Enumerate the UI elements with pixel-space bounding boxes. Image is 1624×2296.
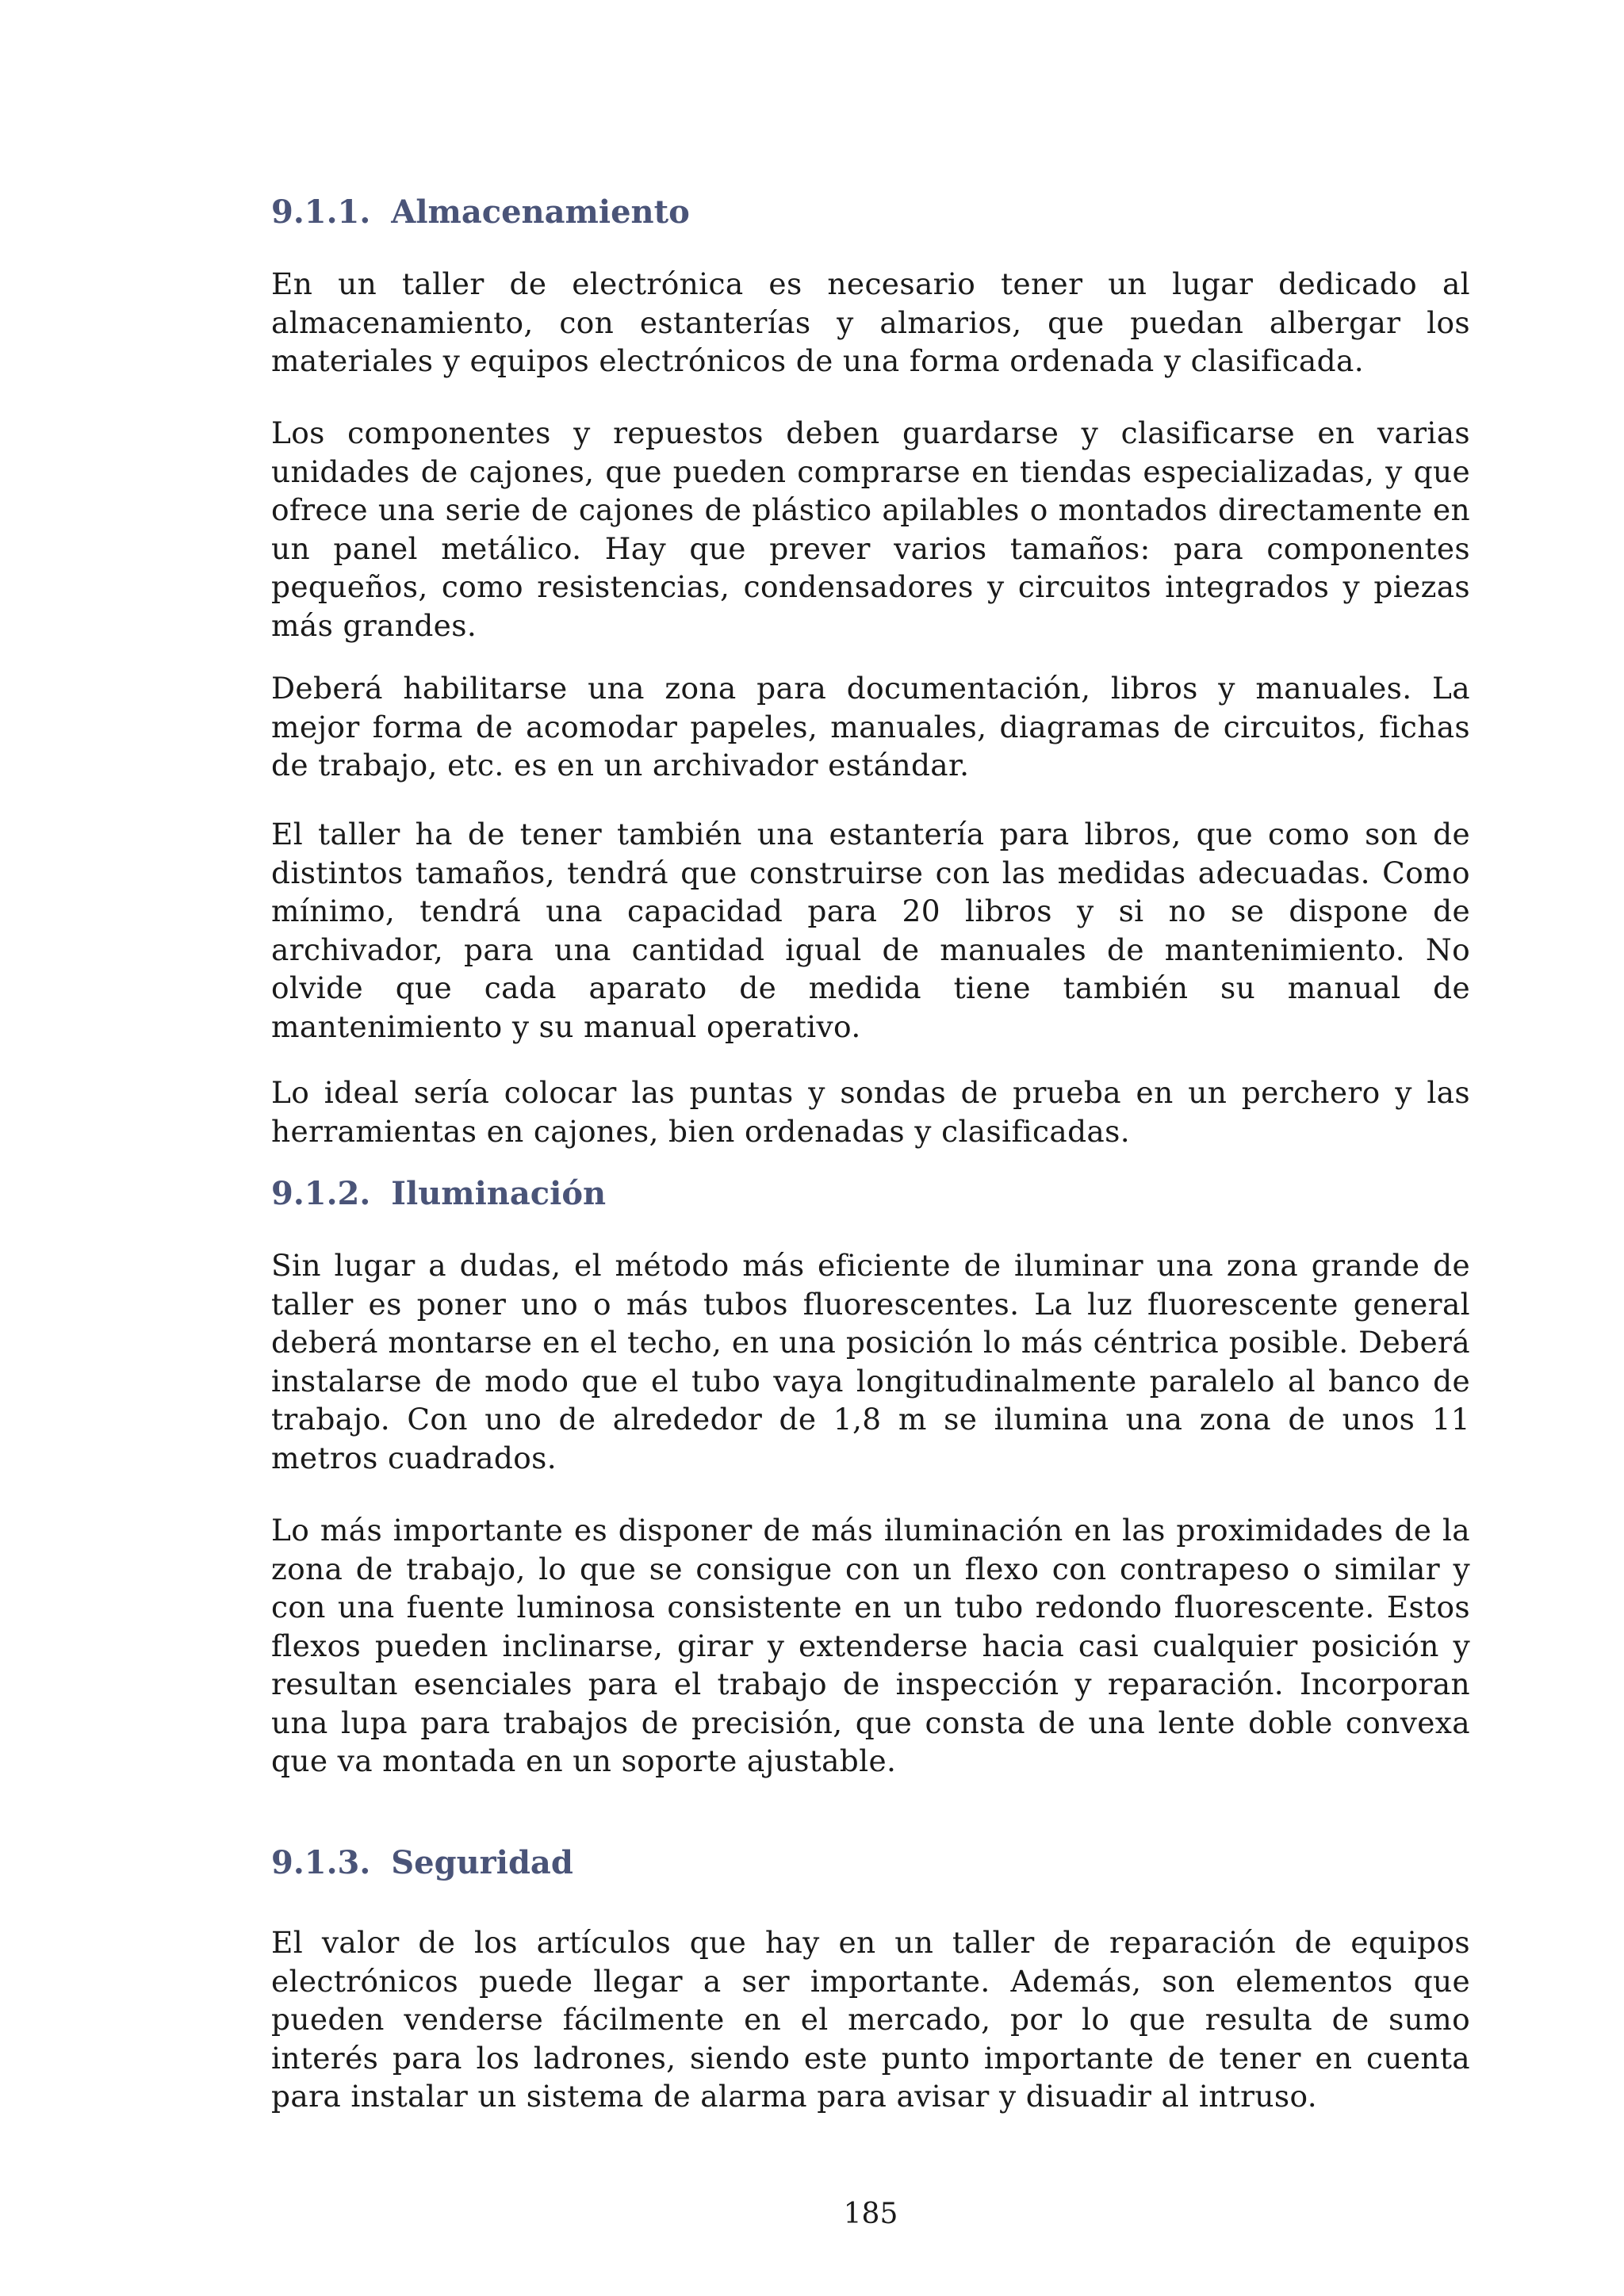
document-page: [271, 0, 1470, 2296]
section-title: Seguridad: [391, 1844, 573, 1881]
paragraph: Deberá habilitarse una zona para documentación, libros y manuales. La mejor forma de acomodar papeles, manuales, diagramas de circuitos, fichas de trabajo, etc. es en un archivador estándar.: [271, 671, 1470, 783]
paragraph: El taller ha de tener también una estantería para libros, que como son de distintos tamaños, tendrá que construirse con las medidas adecuadas. Como mínimo, tendrá una capacidad para 20 libros y si no se dispone de archivador, para una cantidad igual de manuales de mantenimiento. No olvide que cada aparato de medida tiene también su manual de mantenimiento y su manual operativo.: [271, 817, 1470, 1044]
section-heading-iluminacion: [271, 1175, 606, 1213]
section-heading-almacenamiento: [271, 193, 690, 232]
paragraph: Lo más importante es disponer de más iluminación en las proximidades de la zona de trabajo, lo que se consigue con un flexo con contrapeso o similar y con una fuente luminosa consistente en un tubo redondo fluorescente. Estos flexos pueden inclinarse, girar y extenderse hacia casi cualquier posición y resultan esenciales para el trabajo de inspección y reparación. Incorporan una lupa para trabajos de precisión, que consta de una lente doble convexa que va montada en un soporte ajustable.: [271, 1513, 1470, 1778]
section-number: 9.1.2.: [271, 1175, 371, 1212]
section-number: 9.1.3.: [271, 1844, 371, 1881]
section-title: Almacenamiento: [391, 193, 690, 231]
paragraph: El valor de los artículos que hay en un taller de reparación de equipos electrónicos puede llegar a ser importante. Además, son elementos que pueden venderse fácilmente en el mercado, por lo que resulta de sumo interés para los ladrones, siendo este punto importante de tener en cuenta para instalar un sistema de alarma para avisar y disuadir al intruso.: [271, 1925, 1470, 2114]
paragraph: Lo ideal sería colocar las puntas y sondas de prueba en un perchero y las herramientas en cajones, bien ordenadas y clasificadas.: [271, 1075, 1470, 1149]
section-number: 9.1.1.: [271, 193, 371, 231]
page-number: 185: [843, 2198, 898, 2230]
paragraph: Los componentes y repuestos deben guardarse y clasificarse en varias unidades de cajones, que pueden comprarse en tiendas especializadas, y que ofrece una serie de cajones de plástico apilables o montados directamente en un panel metálico. Hay que prever varios tamaños: para componentes pequeños, como resistencias, condensadores y circuitos integrados y piezas más grandes.: [271, 415, 1470, 643]
paragraph: En un taller de electrónica es necesario tener un lugar dedicado al almacenamiento, con estanterías y almarios, que puedan albergar los materiales y equipos electrónicos de una forma ordenada y clasificada.: [271, 266, 1470, 378]
section-heading-seguridad: [271, 1844, 573, 1882]
section-title: Iluminación: [391, 1175, 607, 1212]
paragraph: Sin lugar a dudas, el método más eficiente de iluminar una zona grande de taller es poner uno o más tubos fluorescentes. La luz fluorescente general deberá montarse en el techo, en una posición lo más céntrica posible. Deberá instalarse de modo que el tubo vaya longitudinalmente paralelo al banco de trabajo. Con uno de alrededor de 1,8 m se ilumina una zona de unos 11 metros cuadrados.: [271, 1248, 1470, 1475]
